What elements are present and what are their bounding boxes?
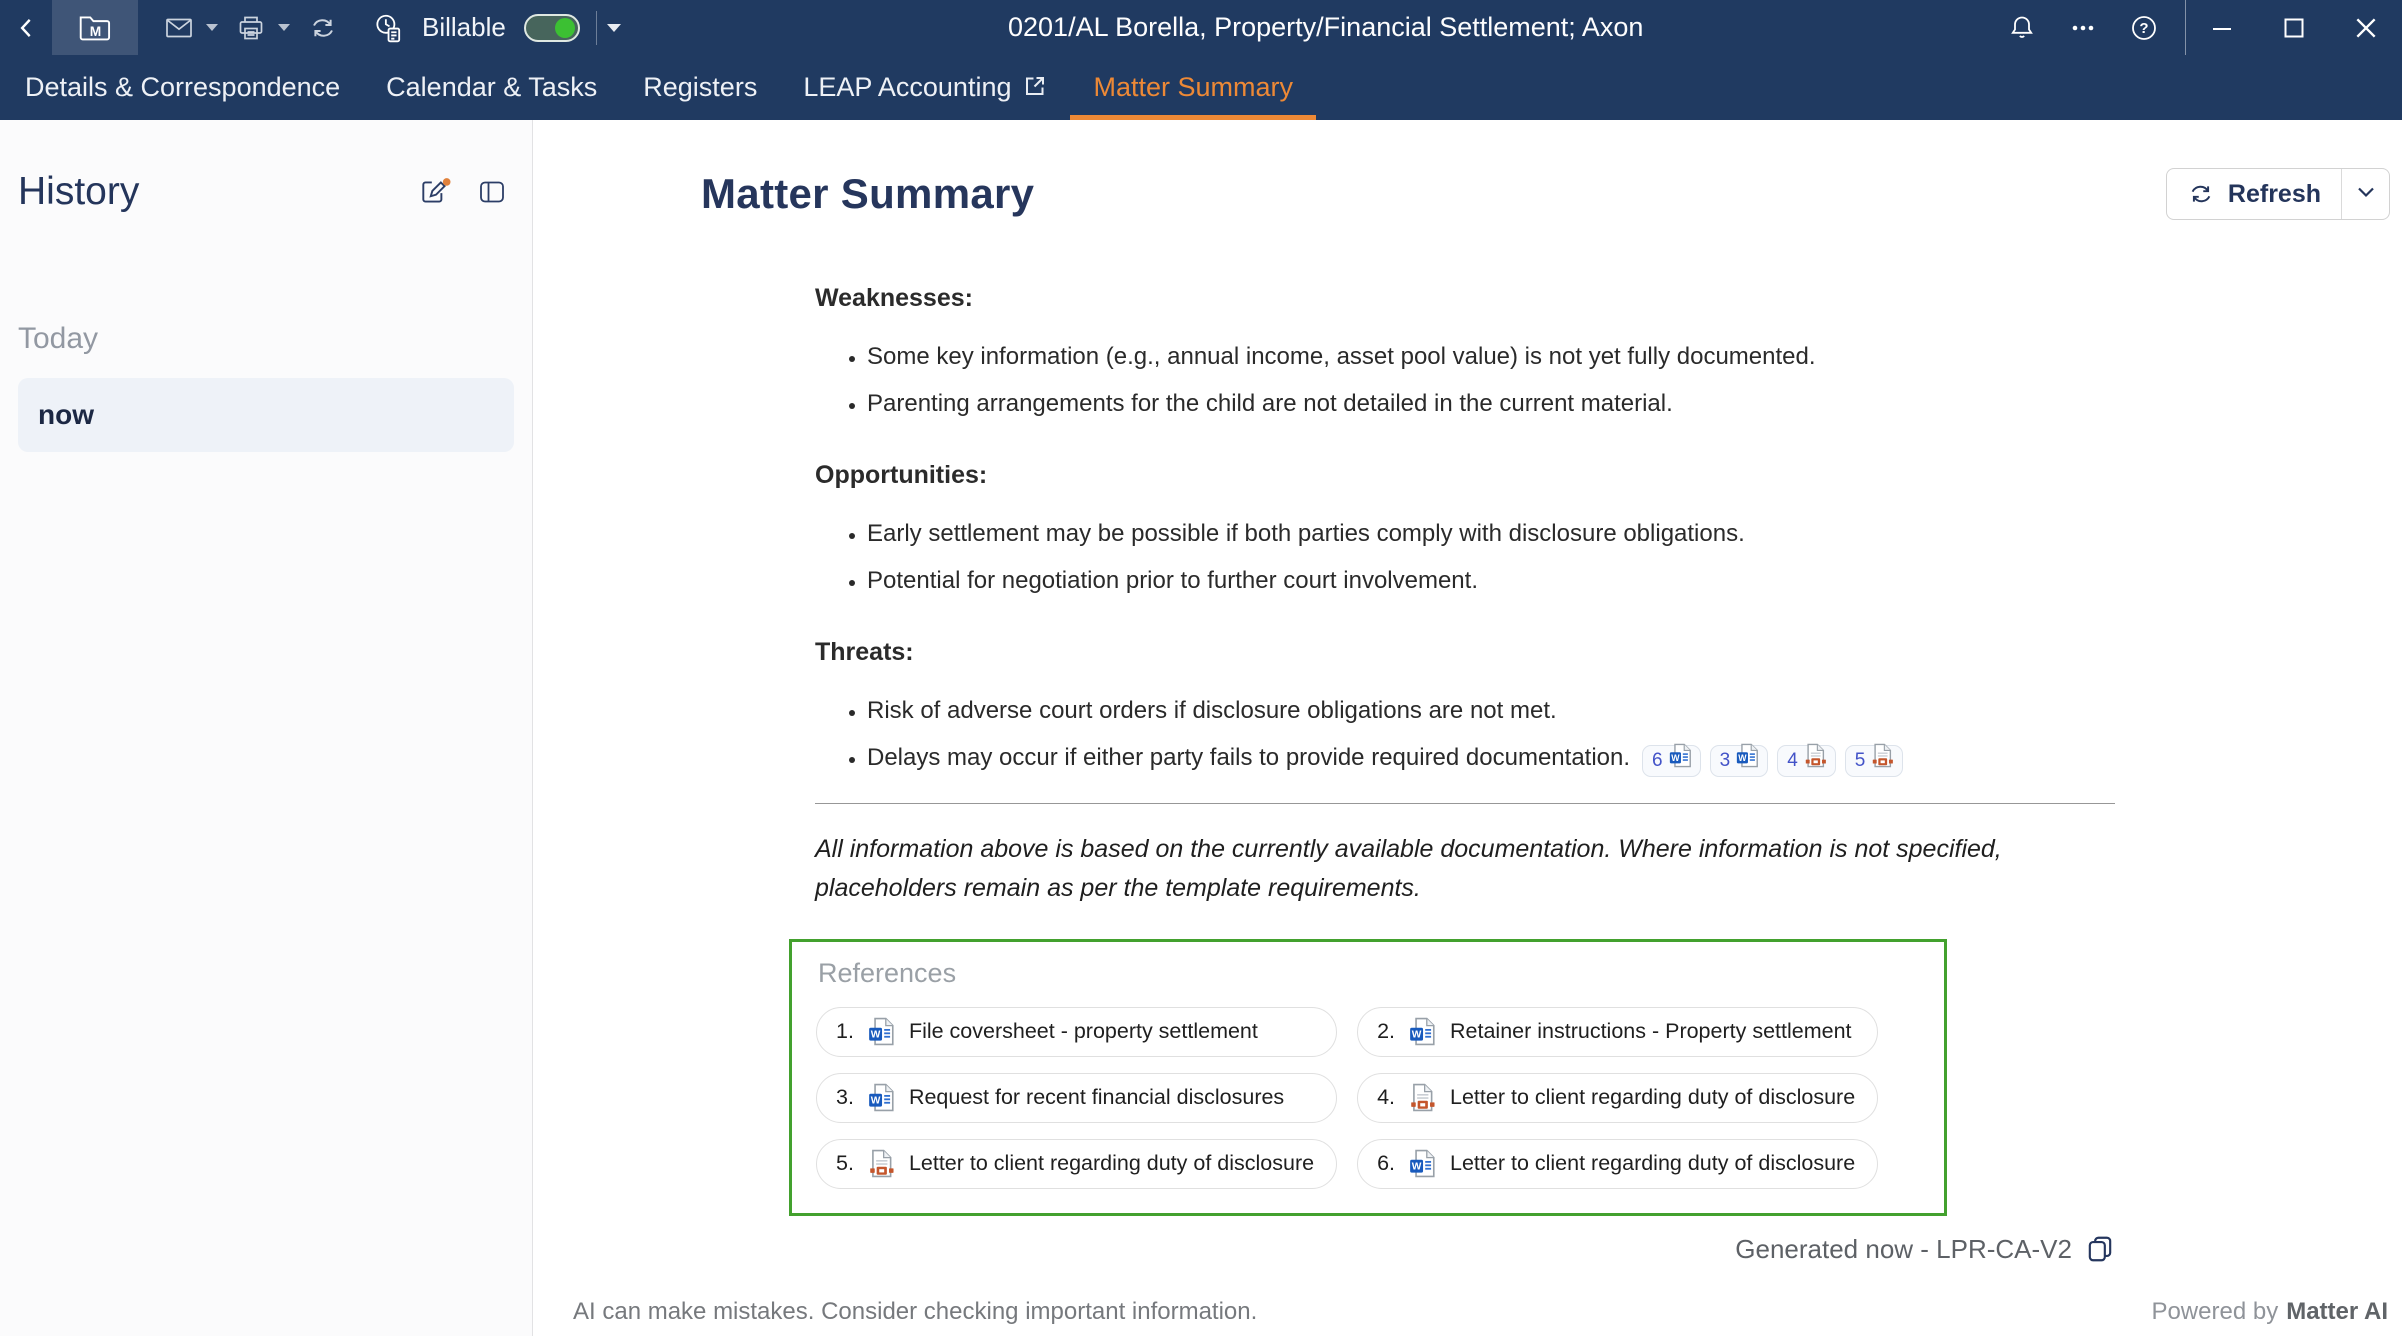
reference-label: Letter to client regarding duty of disclosure bbox=[1450, 1085, 1856, 1110]
references-box bbox=[789, 939, 1947, 1216]
citation-chip[interactable] bbox=[1642, 745, 1701, 777]
section-bullet-list bbox=[815, 341, 2115, 421]
word-doc-icon bbox=[1668, 743, 1693, 768]
collapse-panel-button[interactable] bbox=[476, 177, 508, 207]
svg-text:W: W bbox=[1670, 752, 1680, 763]
bell-icon bbox=[2007, 13, 2037, 43]
section-bullet-list bbox=[815, 518, 2115, 598]
matter-folder-icon bbox=[77, 11, 113, 45]
citation-chip[interactable] bbox=[1845, 745, 1904, 777]
help-button[interactable] bbox=[2113, 0, 2175, 55]
pdf-doc-icon bbox=[1408, 1083, 1437, 1112]
tab-label: LEAP Accounting bbox=[803, 72, 1012, 102]
refresh-dropdown-button[interactable] bbox=[2341, 169, 2389, 219]
bullet-item bbox=[867, 695, 2115, 727]
back-button[interactable] bbox=[0, 0, 52, 55]
section-heading: Weaknesses: bbox=[815, 284, 973, 312]
citation-number: 5 bbox=[1854, 749, 1866, 771]
pdf-doc-icon bbox=[867, 1149, 896, 1178]
tab-matter-summary[interactable] bbox=[1070, 55, 1316, 120]
bullet-text: Risk of adverse court orders if disclosure obligations are not met. bbox=[867, 696, 1557, 724]
word-doc-icon bbox=[867, 1083, 896, 1112]
refresh-button[interactable] bbox=[2167, 169, 2341, 219]
powered-by bbox=[2151, 1298, 2388, 1326]
citation-number: 3 bbox=[1719, 749, 1731, 771]
word-doc-icon bbox=[1408, 1149, 1437, 1178]
sync-button[interactable] bbox=[298, 0, 348, 55]
reference-item[interactable] bbox=[816, 1073, 1337, 1123]
pdf-doc-icon bbox=[1870, 743, 1895, 768]
close-icon bbox=[2353, 15, 2379, 41]
reference-label: Retainer instructions - Property settlement bbox=[1450, 1019, 1852, 1044]
billable-label: Billable bbox=[422, 12, 506, 42]
section-divider bbox=[815, 803, 2115, 804]
bullet-text: Some key information (e.g., annual income, asset pool value) is not yet fully documented. bbox=[867, 343, 1816, 370]
toggle-knob bbox=[555, 18, 575, 38]
svg-text:?: ? bbox=[2139, 19, 2149, 37]
bullet-text: Potential for negotiation prior to further court involvement. bbox=[867, 567, 1478, 595]
bullet-text: Early settlement may be possible if both parties comply with disclosure obligations. bbox=[867, 519, 1745, 547]
ellipsis-icon bbox=[2069, 14, 2097, 42]
minimize-icon bbox=[2210, 16, 2234, 40]
reference-item[interactable] bbox=[1357, 1073, 1878, 1123]
matter-folder-button[interactable] bbox=[52, 0, 138, 55]
refresh-split-button bbox=[2166, 168, 2390, 220]
svg-text:W: W bbox=[1738, 752, 1747, 763]
ai-caution-text: AI can make mistakes. Consider checking important information. bbox=[573, 1298, 1258, 1325]
reference-number: 2. bbox=[1377, 1019, 1396, 1044]
minimize-button[interactable] bbox=[2186, 0, 2258, 55]
history-title: History bbox=[18, 170, 140, 213]
svg-text:W: W bbox=[870, 1029, 881, 1041]
billable-time-button[interactable] bbox=[362, 0, 414, 55]
citation-chips bbox=[1642, 745, 1903, 777]
citation-number: 4 bbox=[1787, 749, 1798, 771]
word-doc-icon bbox=[867, 1017, 896, 1046]
references-label: References bbox=[818, 957, 957, 988]
reference-item[interactable] bbox=[1357, 1007, 1878, 1057]
history-item[interactable] bbox=[18, 378, 514, 452]
tab-registers[interactable] bbox=[620, 55, 780, 120]
citation-chip[interactable] bbox=[1710, 745, 1769, 777]
refresh-icon bbox=[2187, 180, 2215, 208]
back-chevron-icon bbox=[14, 15, 40, 41]
svg-text:W: W bbox=[1411, 1161, 1422, 1173]
page-title: Matter Summary bbox=[701, 170, 1035, 217]
tab-leap-accounting[interactable] bbox=[780, 55, 1070, 120]
word-doc-icon bbox=[1735, 743, 1760, 768]
brand-name: Matter AI bbox=[2286, 1298, 2388, 1325]
section-bullet-list bbox=[815, 695, 2115, 775]
new-summary-button[interactable] bbox=[418, 176, 452, 208]
reference-number: 5. bbox=[836, 1151, 854, 1176]
close-button[interactable] bbox=[2330, 0, 2402, 55]
tab-label: Registers bbox=[643, 72, 758, 102]
external-link-icon bbox=[1023, 74, 1047, 98]
refresh-label: Refresh bbox=[2227, 179, 2321, 208]
billable-clock-icon bbox=[371, 12, 405, 44]
bullet-item bbox=[867, 388, 2115, 420]
reference-number: 4. bbox=[1377, 1085, 1396, 1110]
maximize-button[interactable] bbox=[2258, 0, 2330, 55]
print-button[interactable] bbox=[226, 0, 276, 55]
pdf-doc-icon bbox=[1803, 743, 1828, 768]
notifications-button[interactable] bbox=[1991, 0, 2053, 55]
history-group-label: Today bbox=[18, 322, 99, 355]
reference-label: Letter to client regarding duty of disclosure bbox=[1450, 1151, 1856, 1176]
tab-details-correspondence[interactable] bbox=[2, 55, 363, 120]
svg-text:M: M bbox=[89, 23, 102, 39]
email-dropdown-caret[interactable] bbox=[206, 24, 218, 31]
history-item-label: now bbox=[38, 399, 94, 430]
reference-number: 3. bbox=[836, 1085, 854, 1110]
toolbar-more-caret[interactable] bbox=[607, 24, 621, 32]
tab-label: Calendar & Tasks bbox=[386, 72, 598, 102]
section-heading: Opportunities: bbox=[815, 460, 988, 489]
svg-text:W: W bbox=[1411, 1029, 1422, 1041]
chevron-down-icon bbox=[2356, 185, 2376, 204]
toolbar-divider bbox=[596, 11, 597, 45]
citation-chip[interactable] bbox=[1777, 745, 1836, 777]
summary-sections bbox=[815, 284, 2115, 775]
generated-info: Generated now - LPR-CA-V2 bbox=[1735, 1233, 2072, 1264]
billable-toggle[interactable] bbox=[524, 14, 580, 42]
reference-number: 1. bbox=[836, 1019, 854, 1044]
bullet-item bbox=[867, 742, 2115, 775]
word-doc-icon bbox=[1408, 1017, 1437, 1046]
bullet-item bbox=[867, 341, 2115, 373]
print-dropdown-caret[interactable] bbox=[278, 24, 290, 31]
citation-number: 6 bbox=[1652, 749, 1663, 771]
section-heading: Threats: bbox=[815, 637, 914, 666]
tab-calendar-tasks[interactable] bbox=[363, 55, 620, 120]
envelope-icon bbox=[163, 13, 195, 43]
tab-label: Details & Correspondence bbox=[25, 72, 341, 102]
window-title: 0201/AL Borella, Property/Financial Settlement; Axon bbox=[1008, 12, 1644, 42]
tab-label: Matter Summary bbox=[1093, 72, 1294, 102]
reference-label: File coversheet - property settlement bbox=[908, 1019, 1258, 1044]
title-bar bbox=[0, 0, 2402, 55]
printer-icon bbox=[235, 13, 267, 43]
sync-icon bbox=[307, 13, 339, 43]
bullet-item bbox=[867, 565, 2115, 597]
reference-item[interactable] bbox=[816, 1007, 1337, 1057]
reference-item[interactable] bbox=[816, 1139, 1337, 1189]
history-sidebar bbox=[0, 120, 533, 1336]
reference-label: Request for recent financial disclosures bbox=[908, 1085, 1285, 1110]
copy-icon[interactable] bbox=[2085, 1234, 2115, 1264]
svg-text:W: W bbox=[870, 1095, 881, 1107]
bullet-item bbox=[867, 518, 2115, 550]
reference-label: Letter to client regarding duty of disclosure bbox=[908, 1151, 1315, 1176]
reference-item[interactable] bbox=[1357, 1139, 1878, 1189]
more-options-button[interactable] bbox=[2053, 0, 2113, 55]
matter-summary-panel bbox=[533, 120, 2402, 1336]
powered-by-text: Powered by bbox=[2151, 1298, 2279, 1325]
matter-tab-bar bbox=[0, 55, 2402, 120]
email-button[interactable] bbox=[154, 0, 204, 55]
bullet-text: Delays may occur if either party fails to provide required documentation. bbox=[867, 743, 1631, 771]
summary-disclaimer: All information above is based on the currently available documentation. Where information is not specified, placeholders remain as per the template requirements. bbox=[815, 834, 2002, 903]
help-icon bbox=[2129, 13, 2159, 43]
maximize-icon bbox=[2282, 16, 2306, 40]
references-list bbox=[816, 1007, 1922, 1189]
reference-number: 6. bbox=[1377, 1151, 1396, 1176]
bullet-text: Parenting arrangements for the child are not detailed in the current material. bbox=[867, 390, 1673, 418]
